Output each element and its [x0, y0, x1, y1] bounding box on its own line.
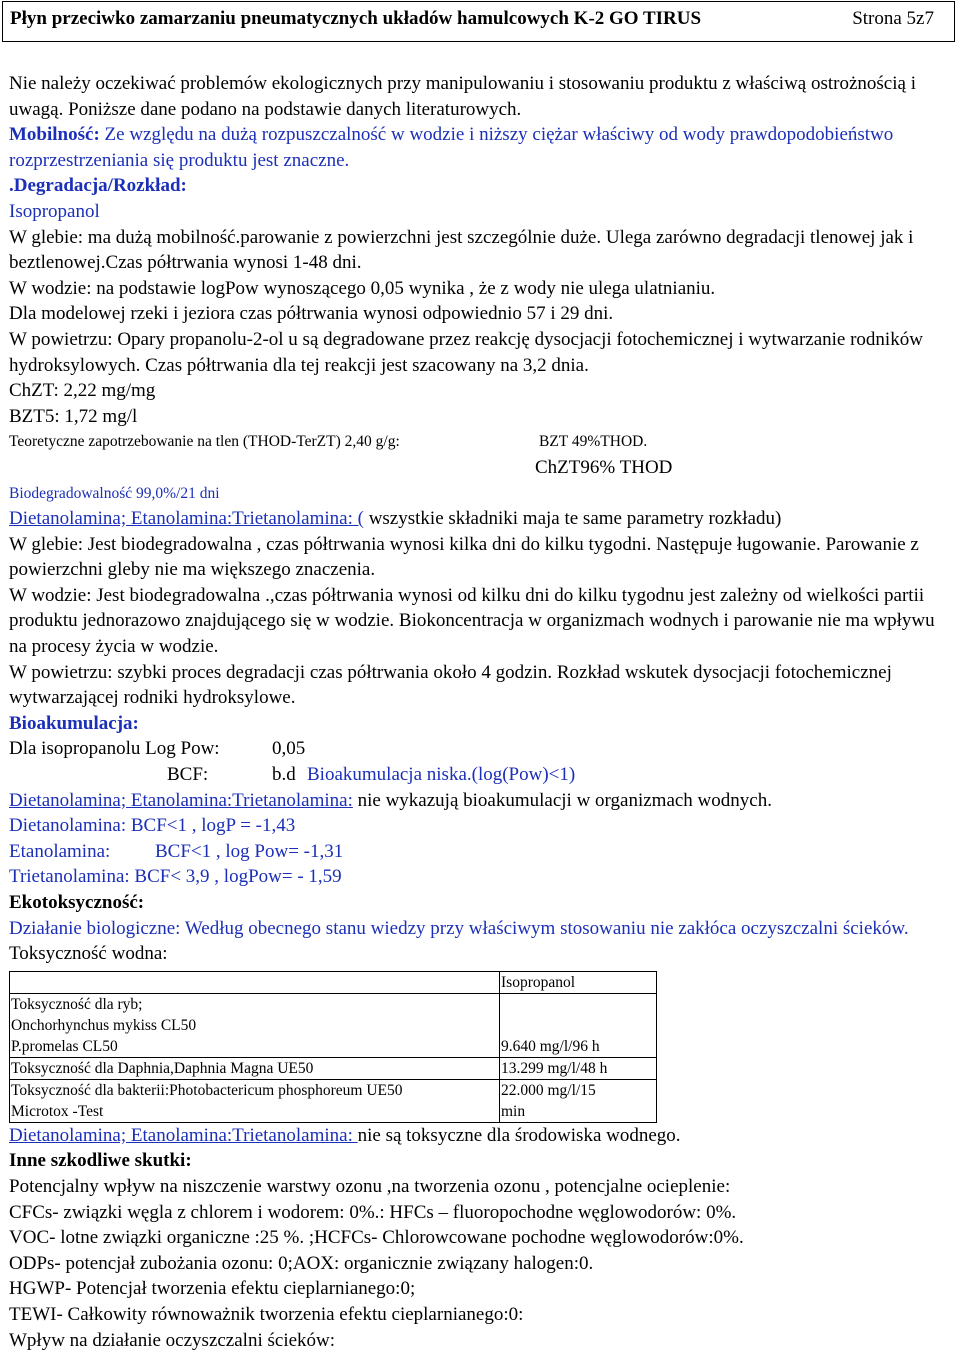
bcf-label: BCF: [167, 764, 209, 786]
table-row [10, 1079, 657, 1122]
bio-action-text: Według obecnego stanu wiedzy przy właściwym stosowaniu nie zakłóca oczyszczalni ścieków. [180, 917, 909, 939]
bio-action [9, 916, 954, 942]
amines-water-text: W wodzie: Jest biodegradowalna .,czas półtrwania wynosi od kilku dni do kilku tygodnu jest zależny od wielkości partii produktu jednorazowo znajdującego się w wodzie. Biokoncentracja w organizmach wodnych i parowanie nie ma wpływu na procesy życia w wodzie. [9, 584, 935, 658]
degradation-heading: .Degradacja/Rozkład: [9, 175, 187, 197]
biodegradability: Biodegradowalność 99,0%/21 dni [9, 484, 220, 502]
chzt-thod-row [9, 455, 954, 481]
ea-bcf-row [9, 839, 954, 865]
amines-tox [9, 1123, 954, 1149]
isopropanol-subheading: Isopropanol [9, 200, 100, 222]
iso-logpow-row [9, 736, 954, 762]
ea-label: Etanolamina: [9, 840, 111, 862]
bcf-row [9, 762, 954, 788]
document-title: Płyn przeciwko zamarzaniu pneumatycznych układów hamulcowych K-2 GO TIRUS [10, 8, 702, 29]
tea-bcf: Trietanolamina: BCF< 3,9 , logPow= - 1,59 [9, 866, 342, 888]
bcf-value: b.d [272, 764, 296, 786]
iso-river-text: Dla modelowej rzeki i jeziora czas półtrwania wynosi odpowiednio 57 i 29 dni. [9, 303, 614, 325]
amines-air-text: W powietrzu: szybki proces degradacji czas półtrwania około 4 godzin. Rozkład wskutek dysocjacji fotochemicznej wytwarzającej rodniki hydroksylowe. [9, 661, 892, 709]
fish-tox-label: Toksyczność dla ryb; Onchorhynchus mykiss CL50 P.promelas CL50 [10, 993, 500, 1057]
bacteria-tox-value: 22.000 mg/l/15 min [500, 1079, 657, 1122]
amines-bioacc-text: nie wykazują bioakumulacji w organizmach wodnych. [352, 789, 772, 811]
amines-label-rest: wszystkie składniki maja te same parametry rozkładu) [363, 508, 782, 530]
iso-water-text: W wodzie: na podstawie logPow wynoszącego 0,05 wynika , że z wody nie ulega ulatnianiu. [9, 277, 716, 299]
page-header [2, 1, 955, 42]
other-line: Potencjalny wpływ na niszczenie warstwy ozonu ,na tworzenia ozonu , potencjalne ocieplenie: [9, 1175, 731, 1197]
ea-value: BCF<1 , log Pow= -1,31 [155, 840, 344, 862]
table-row [10, 1057, 657, 1079]
daphnia-tox-label: Toksyczność dla Daphnia,Daphnia Magna UE50 [10, 1057, 500, 1079]
toxicity-table [9, 971, 657, 1123]
thod-label: Teoretyczne zapotrzebowanie na tlen (THOD-TerZT) 2,40 g/g: [9, 433, 400, 451]
table-row [10, 993, 657, 1057]
other-effects-heading: Inne szkodliwe skutki: [9, 1150, 192, 1172]
mobility-section [9, 122, 954, 173]
amines-tox-label: Dietanolamina; Etanolamina:Trietanolamina: [9, 1124, 358, 1146]
amines-bioacc-label: Dietanolamina; Etanolamina:Trietanolamina: [9, 789, 353, 811]
bioaccumulation-heading: Bioakumulacja: [9, 712, 139, 734]
other-line: HGWP- Potencjał tworzenia efektu cieplarnianego:0; [9, 1278, 416, 1300]
bacteria-tox-label: Toksyczność dla bakterii:Photobactericum phosphoreum UE50 Microtox -Test [10, 1079, 500, 1122]
other-line: TEWI- Całkowity równoważnik tworzenia efektu cieplarnianego:0: [9, 1303, 524, 1325]
chzt-value: ChZT: 2,22 mg/mg [9, 380, 156, 402]
amines-heading [9, 506, 954, 532]
table-cell [10, 971, 500, 993]
chzt-thod: ChZT96% THOD [535, 456, 673, 478]
amines-bioacc [9, 788, 954, 814]
other-line: Wpływ na działanie oczyszczalni ścieków: [9, 1329, 336, 1351]
iso-soil-text: W glebie: ma dużą mobilność.parowanie z powierzchni jest szczególnie duże. Ulega zarówno degradacji tlenowej jak i beztlenowej.Czas półtrwania wynosi 1-48 dni. [9, 226, 914, 274]
bzt5-value: BZT5: 1,72 mg/l [9, 405, 138, 427]
amines-tox-text: nie są toksyczne dla środowiska wodnego. [357, 1124, 681, 1146]
table-header-isopropanol: Isopropanol [500, 971, 657, 993]
bio-action-label: Działanie biologiczne: [9, 917, 181, 939]
daphnia-tox-value: 13.299 mg/l/48 h [500, 1057, 657, 1079]
other-line: ODPs- potencjał zubożania ozonu: 0;AOX: organicznie związany halogen:0. [9, 1252, 594, 1274]
ecotox-heading: Ekotoksyczność: [9, 892, 145, 913]
water-tox-label: Toksyczność wodna: [9, 943, 168, 965]
mobility-label: Mobilność: [9, 124, 100, 146]
bcf-note: Bioakumulacja niska.(log(Pow)<1) [307, 764, 576, 786]
iso-air-text: W powietrzu: Opary propanolu-2-ol u są degradowane przez reakcję dysocjacji fotochemicznej i wytwarzanie rodników hydroksylowych. Czas półtrwania dla tej reakcji jest szacowany na 3,2 dnia. [9, 328, 923, 376]
page-number: Strona 5z7 [852, 8, 934, 29]
table-header-row [10, 971, 657, 993]
bzt-thod: BZT 49%THOD. [539, 433, 648, 451]
iso-logpow-value: 0,05 [272, 738, 306, 760]
amines-label: Dietanolamina; Etanolamina:Trietanolamina: ( [9, 508, 364, 530]
fish-tox-value: 9.640 mg/l/96 h [500, 993, 657, 1057]
other-line: CFCs- związki węgla z chlorem i wodorem: 0%.: HFCs – fluoropochodne węglowodorów: 0%. [9, 1201, 737, 1223]
amines-soil-text: W glebie: Jest biodegradowalna , czas półtrwania wynosi kilka dni do kilku tygodni. Następuje ługowanie. Parowanie z powierzchni gleby nie ma większego znaczenia. [9, 533, 919, 581]
other-line: VOC- lotne związki organiczne :25 %. ;HCFCs- Chlorowcowane pochodne węglowodorów:0%. [9, 1227, 744, 1249]
document-body [9, 71, 954, 1353]
iso-logpow-label: Dla isopropanolu Log Pow: [9, 738, 220, 760]
thod-row [9, 429, 954, 455]
dea-bcf: Dietanolamina: BCF<1 , logP = -1,43 [9, 815, 296, 837]
mobility-text: Ze względu na dużą rozpuszczalność w wodzie i niższy ciężar właściwy od wody prawdopodobieństwo rozprzestrzeniania się produktu jest znaczne. [9, 124, 894, 171]
intro-text: Nie należy oczekiwać problemów ekologicznych przy manipulowaniu i stosowaniu produktu z właściwą ostrożnością i uwagą. Poniższe dane podano na podstawie danych literaturowych. [9, 73, 916, 120]
